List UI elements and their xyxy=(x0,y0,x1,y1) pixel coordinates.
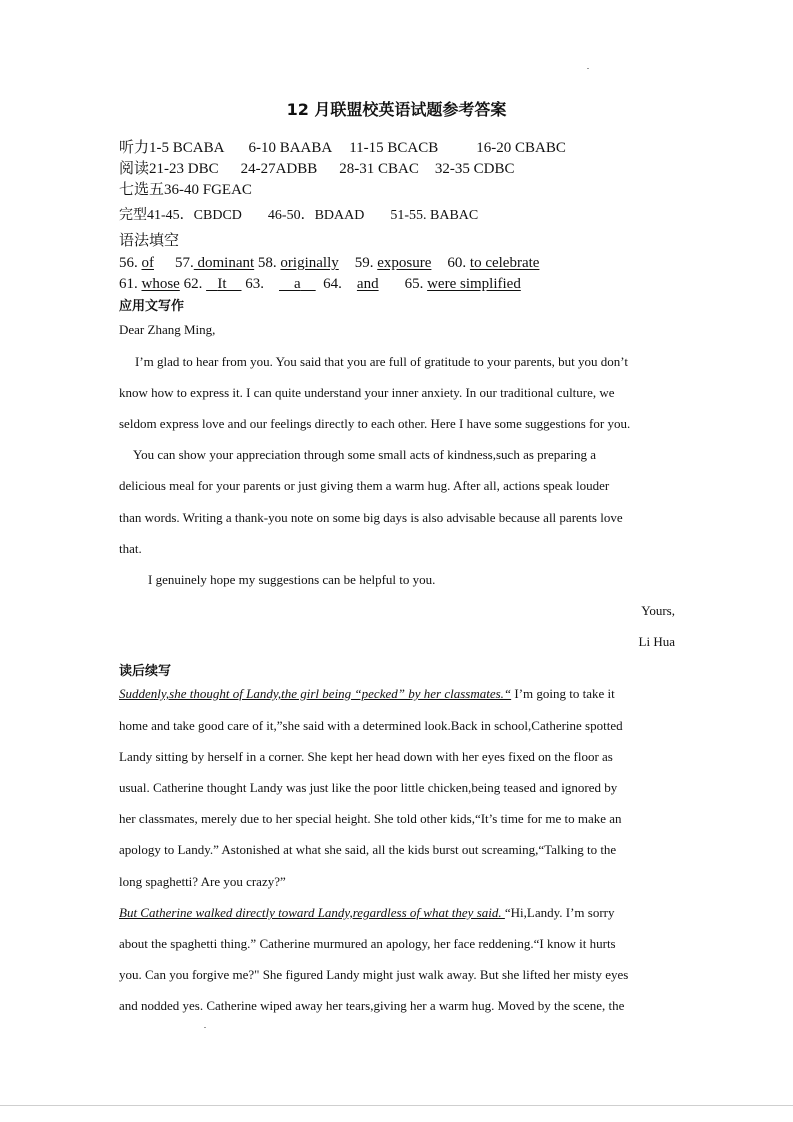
page-title: 12 月联盟校英语试题参考答案 xyxy=(286,100,507,119)
scan-speck xyxy=(587,68,589,69)
reading-group: 21-23 DBC xyxy=(149,161,219,177)
signature: Li Hua xyxy=(638,634,675,649)
grammar-row-1 xyxy=(119,254,539,272)
answers-cloze xyxy=(119,207,478,225)
letter-line: You can show your appreciation through some small acts of kindness,such as preparing a xyxy=(133,447,596,462)
story-line: her classmates, merely due to her special height. She told other kids,“It’s time for me to make an xyxy=(119,811,622,826)
closing: Yours, xyxy=(641,603,675,618)
story-line: Landy sitting by herself in a corner. She kept her head down with her eyes fixed on the floor as xyxy=(119,749,613,764)
scan-speck xyxy=(204,1027,206,1028)
listening-group: 16-20 CBABC xyxy=(476,140,566,156)
grammar-num: 58. xyxy=(257,255,277,271)
grammar-answer: a xyxy=(294,276,301,292)
continuation-heading: 读后续写 xyxy=(119,664,172,679)
answers-reading xyxy=(119,160,514,178)
grammar-num: 57. xyxy=(175,255,194,271)
grammar-num: 65. xyxy=(404,276,424,292)
story-line: and nodded yes. Catherine wiped away her tears,giving her a warm hug. Moved by the scene, the xyxy=(119,998,625,1013)
grammar-num: 64. xyxy=(323,276,342,292)
story-line: you. Can you forgive me?" She figured Landy might just walk away. But she lifted her misty eyes xyxy=(119,967,629,982)
story-text: “Hi,Landy. I’m sorry xyxy=(504,905,615,920)
reading-group: 24-27ADBB xyxy=(240,161,318,177)
seven-label: 七选五 xyxy=(119,182,165,198)
letter-line: seldom express love and our feelings directly to each other. Here I have some suggestions for you. xyxy=(119,416,631,431)
grammar-num: 63. xyxy=(245,276,264,292)
answers-seven xyxy=(119,181,252,199)
given-opening-sentence: Suddenly,she thought of Landy,the girl being “pecked” by her classmates.“ xyxy=(119,686,512,701)
listening-group: 1-5 BCABA xyxy=(149,140,225,156)
grammar-answer: to celebrate xyxy=(469,255,540,271)
grammar-answer: and xyxy=(356,276,379,292)
given-opening-sentence: But Catherine walked directly toward Landy,regardless of what they said. xyxy=(119,905,505,920)
page-bottom-edge xyxy=(0,1105,793,1106)
grammar-answer: exposure xyxy=(377,255,432,271)
listening-group: 6-10 BAABA xyxy=(248,140,333,156)
grammar-answer: whose xyxy=(141,276,180,292)
cloze-group: 51-55. BABAC xyxy=(390,208,479,223)
listening-label: 听力 xyxy=(119,140,150,156)
grammar-num: 60. xyxy=(447,255,467,271)
story-line: home and take good care of it,”she said with a determined look.Back in school,Catherine spotted xyxy=(119,718,623,733)
letter-line: delicious meal for your parents or just giving them a warm hug. After all, actions speak louder xyxy=(119,478,610,493)
listening-group: 11-15 BCACB xyxy=(349,140,439,156)
grammar-num: 56. xyxy=(119,255,138,271)
story-line: about the spaghetti thing.” Catherine murmured an apology, her face reddening.“I know it hurts xyxy=(119,936,616,951)
grammar-answer: were simplified xyxy=(427,276,521,292)
letter-line: I genuinely hope my suggestions can be helpful to you. xyxy=(148,572,436,587)
grammar-answer: It xyxy=(217,276,227,292)
story-line-opening xyxy=(119,905,675,921)
story-line: apology to Landy.” Astonished at what she said, all the kids burst out screaming,“Talking to the xyxy=(119,842,617,857)
answers-listening xyxy=(119,139,566,157)
story-text: I’m going to take it xyxy=(511,686,615,701)
story-line: long spaghetti? Are you crazy?” xyxy=(119,874,286,889)
salutation: Dear Zhang Ming, xyxy=(119,322,216,337)
grammar-answer: dominant xyxy=(197,255,255,271)
letter-line: than words. Writing a thank-you note on some big days is also advisable because all parents love xyxy=(119,510,623,525)
reading-label: 阅读 xyxy=(119,161,150,177)
cloze-group: 41-45．CBDCD xyxy=(147,208,242,223)
grammar-label: 语法填空 xyxy=(119,233,180,249)
cloze-label: 完型 xyxy=(119,208,147,223)
grammar-num: 59. xyxy=(354,255,374,271)
letter-line: that. xyxy=(119,541,142,556)
letter-line: know how to express it. I can quite understand your inner anxiety. In our traditional culture, we xyxy=(119,385,615,400)
letter-line: I’m glad to hear from you. You said that you are full of gratitude to your parents, but you don’t xyxy=(135,354,628,369)
grammar-answer: originally xyxy=(280,255,339,271)
reading-group: 28-31 CBAC xyxy=(339,161,419,177)
grammar-answer: of xyxy=(141,255,154,271)
grammar-row-2 xyxy=(119,275,521,293)
grammar-num: 62. xyxy=(183,276,203,292)
story-line-opening xyxy=(119,686,675,702)
reading-group: 32-35 CDBC xyxy=(434,161,515,177)
seven-group: 36-40 FGEAC xyxy=(164,182,252,198)
story-line: usual. Catherine thought Landy was just like the poor little chicken,being teased and ignored by xyxy=(119,780,618,795)
cloze-group: 46-50．BDAAD xyxy=(267,208,365,223)
applied-heading: 应用文写作 xyxy=(119,299,185,314)
grammar-num: 61. xyxy=(119,276,138,292)
